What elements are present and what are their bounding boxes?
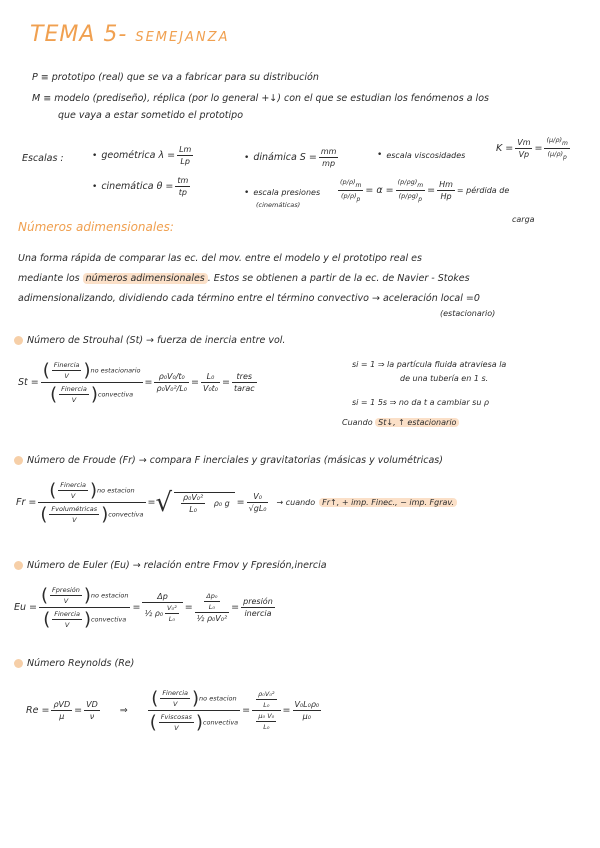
numeros-heading: Números adimensionales: (18, 220, 174, 234)
viscosidades-fraction (515, 138, 532, 159)
perdida-label: = pérdida de (456, 186, 510, 195)
bullet-icon (14, 336, 23, 345)
escala-geometrica: • geométrica λ = $\frac{Lm}{Lp}$ (92, 145, 192, 166)
v-label: V (172, 700, 178, 708)
fraction-den: Lp (180, 157, 190, 166)
l0: L₀ (208, 603, 216, 611)
v-label: V (64, 372, 69, 380)
intro-line3: adimensionalizando, dividiendo cada término entre el término convectivo → aceleración local =0 (18, 293, 480, 304)
escala-geometrica-name: geométrica (101, 150, 156, 161)
escala-viscosidades-formula: K = $\frac{Vm}{Vp}$ = $\frac{(\mu/\rho)m}{(\mu/\rho)p}$ (496, 136, 568, 161)
nu: ν (89, 712, 95, 721)
tres: tres (236, 372, 253, 381)
sqrt-gl0: √gL₀ (248, 504, 267, 513)
f-inercia: Finercia (60, 481, 86, 489)
v-label: V (70, 492, 76, 500)
mu0-v0: μ₀ V₀ (258, 712, 275, 720)
euler-heading (14, 560, 327, 571)
fr-v0-fraction (247, 492, 269, 513)
convectiva: convectiva (97, 390, 134, 399)
v0: V₀ (253, 492, 262, 501)
escala-dinamica-symbol: S = (299, 152, 317, 163)
bullet-icon (14, 659, 23, 668)
st-main-fraction: ( $\frac{\text{Finercia}}{V}$ )no estacionario ( $\frac{\text{Finercia}}{V}$ )convectiva (42, 360, 141, 405)
intro-line2 (18, 273, 470, 284)
dp: Δp (157, 592, 168, 601)
escala-geometrica-fraction (177, 145, 193, 166)
f-viscosas: Fviscosas (160, 713, 192, 721)
st-l0-fraction (201, 372, 220, 393)
eu-main-fraction: ( $\frac{\text{Fpresión}}{V}$ )no estacion ( $\frac{\text{Finercia}}{V}$ )convectiva (41, 585, 129, 630)
fraction-den: mp (322, 159, 336, 168)
fr-lhs: Fr = (16, 497, 37, 508)
convectiva: convectiva (90, 615, 127, 624)
viscosidades-symbol: K = (496, 143, 514, 154)
fraction-den: tp (178, 188, 187, 197)
title-sub: SEMEJANZA (135, 30, 230, 45)
inercia: inercia (244, 609, 272, 618)
reynolds-title: Número Reynolds (Re) (27, 658, 135, 669)
fr-main-fraction: ( $\frac{\text{Finercia}}{V}$ )no estacion ( $\frac{\text{Fvolumétricas}}{V}$ )convectiva (40, 480, 144, 525)
tarac: tarac (233, 384, 255, 393)
title-main: TEMA 5- (30, 22, 128, 47)
f-inercia: Finercia (162, 689, 189, 697)
convectiva: convectiva (202, 718, 239, 727)
bullet-icon (14, 456, 23, 465)
st-si1: si = 1 ⇒ la partícula fluida atraviesa la (352, 360, 507, 369)
intro-line4: (estacionario) (440, 309, 496, 318)
h-ratio (437, 180, 455, 201)
eu-lhs: Eu = (14, 602, 38, 613)
escalas-label: Escalas : (22, 153, 64, 164)
st-cuando (342, 418, 459, 427)
v-label: V (63, 597, 69, 605)
half-rho: ½ ρ₀ (144, 609, 164, 618)
v-label: V (174, 724, 179, 732)
v-label: V (64, 621, 70, 629)
st-highlight: St↓, ↑ estacionario (375, 418, 459, 427)
intro-line1: Una forma rápida de comparar las ec. del mov. entre el modelo y el prototipo real es (18, 253, 422, 264)
eu-result (241, 597, 275, 618)
re-lhs: Re = (26, 705, 50, 716)
escala-viscosidades-name: escala viscosidades (386, 150, 466, 160)
convectiva: convectiva (108, 510, 144, 519)
result-den: μ₀ (302, 712, 311, 721)
viscosidades-ratio: $\frac{(\mu/\rho)m}{(\mu/\rho)p}$ (546, 136, 568, 161)
fraction-num: Lm (179, 145, 192, 154)
l0: L₀ (263, 701, 270, 709)
escala-presiones-sub: (cinemáticas) (256, 201, 301, 209)
reynolds-formula: Re = $\frac{\text{ρVD}}{\mu}$ = $\frac{VD}{\nu}$ ⇒ ( $\frac{\text{Finercia}}{V}$ )no estacion ( $\frac{\text{Fviscosas}}{V}$ )convectiva = $\frac{\frac{\text{ρ₀V₀²}}{\text{L₀}}}{\frac{\text{μ₀ V₀}}{\text{L₀}}}$ = $\frac{\text{V₀L₀ρ₀}}{\text{μ₀}}$ (26, 688, 320, 733)
l0: L₀ (263, 723, 270, 731)
l0: L₀ (168, 615, 175, 623)
rho-v0sq: ρ₀V₀² (183, 492, 204, 502)
presiones-ratio: $\frac{(p/\rho)m}{(p/\rho)p}$ (340, 178, 362, 203)
re-result (293, 700, 322, 721)
rho-v0sq: ρ₀V₀² (258, 690, 275, 698)
escala-cinematica-symbol: θ = (156, 181, 174, 192)
re-rho-v0sq-fraction (252, 690, 280, 731)
intro-line2-c: . Estos se obtienen a partir de la ec. de Navier - Stokes (207, 273, 470, 284)
euler-formula: Eu = ( $\frac{\text{Fpresión}}{V}$ )no estacion ( $\frac{\text{Finercia}}{V}$ )convectiva = Δp ½ ρ₀ $\frac{\text{V₀²}}{\text{L₀}}$ = $\frac{\frac{\text{Δp₀}}{\text{L₀}}}{\text{½ ρ₀V₀²}}$ = $\frac{\text{presión}}{\text{inercia}}$ (14, 585, 273, 630)
fraction-num: tm (177, 176, 189, 185)
l0: L₀ (189, 504, 197, 514)
fr-sqrt-fraction (174, 492, 235, 514)
st-si1b: de una tubería en 1 s. (400, 374, 489, 383)
fr-highlight: Fr↑, + imp. Finec., − imp. Fgrav. (319, 498, 457, 507)
re-main-fraction: ( $\frac{\text{Finercia}}{V}$ )no estacion ( $\frac{\text{Fviscosas}}{V}$ )convectiva (149, 688, 239, 733)
escala-dinamica-fraction (319, 147, 339, 168)
hp-label: Hp (440, 192, 452, 201)
escala-cinematica-fraction (175, 176, 190, 197)
froude-formula: Fr = ( $\frac{\text{Finercia}}{V}$ )no estacion ( $\frac{\text{Fvolumétricas}}{V}$ )convectiva = √ $\frac{\text{ρ₀V₀²}}{\text{L₀}}$ ρ₀ g = $\frac{\text{V₀}}{\text{√gL₀}}$ → cuando Fr↑, + imp. Finec., − imp. Fgrav. (16, 480, 457, 525)
half-rho: ½ ρ₀ (196, 614, 216, 623)
strouhal-title: Número de Strouhal (St) → fuerza de inercia entre vol. (27, 335, 286, 346)
escala-dinamica-name: dinámica (253, 152, 297, 163)
v-label: V (72, 516, 77, 524)
model-definition-line2: que vaya a estar sometido el prototipo (58, 110, 244, 121)
presiones-ratio-g: $\frac{(p/\rho g)m}{(p/\rho g)p}$ (397, 178, 424, 203)
st-si15: si = 1 5s ⇒ no da t a cambiar su ρ (352, 398, 490, 407)
fraction-den: Vp (518, 150, 530, 159)
st-t-fraction (232, 372, 257, 393)
st-lhs: St = (18, 377, 39, 388)
no-est: no estacion (97, 486, 135, 495)
v0-t0: V₀t₀ (202, 384, 219, 393)
vd: VD (86, 700, 98, 709)
escala-cinematica-name: cinemática (101, 181, 154, 192)
model-definition-line1: M ≡ modelo (prediseño), réplica (por lo general +↓) con el que se estudian los fenómenos a los (32, 93, 489, 104)
f-inercia: Finercia (54, 610, 80, 618)
v-label: V (71, 396, 77, 404)
result-num: V₀L₀ρ₀ (294, 700, 320, 709)
f-volumetricas: Fvolumétricas (51, 505, 98, 513)
bullet-icon (14, 561, 23, 570)
intro-highlight: números adimensionales (83, 273, 208, 284)
mu: μ (59, 712, 65, 721)
carga-label: carga (512, 215, 535, 224)
intro-line2-a: mediante los (18, 273, 80, 284)
froude-heading (14, 455, 443, 466)
eu-dp-fraction (142, 592, 182, 623)
escala-presiones: • escala presiones (244, 188, 321, 198)
re-rho-fraction (51, 700, 72, 721)
escala-viscosidades: • escala viscosidades (377, 150, 466, 160)
no-est: no estacion (90, 591, 129, 600)
no-est: no estacionario (90, 366, 141, 375)
hm-label: Hm (439, 180, 453, 189)
strouhal-formula: St = ( $\frac{\text{Finercia}}{V}$ )no estacionario ( $\frac{\text{Finercia}}{V}$ )convectiva = $\frac{\text{ρ₀V₀/t₀}}{\text{ρ₀V₀²/L₀}}$ = $\frac{\text{L₀}}{\text{V₀t₀}}$ = $\frac{\text{tres}}{\text{tarac}}$ (18, 360, 255, 405)
escala-dinamica: • dinámica S = $\frac{mm}{mp}$ (244, 147, 337, 168)
eu-dp0-fraction (195, 592, 229, 623)
escala-presiones-formula: $\frac{(p/\rho)m}{(p/\rho)p}$ = α = $\frac{(p/\rho g)m}{(p/\rho g)p}$ = $\frac{Hm}{Hp}$ = pérdida de (340, 178, 510, 203)
no-est: no estacion (199, 694, 237, 703)
v0sq: V₀² (215, 614, 228, 623)
froude-title: Número de Froude (Fr) → compara F inerciales y gravitatorias (másicas y volumétricas) (27, 455, 443, 466)
f-inercia: Finercia (61, 385, 87, 393)
l0: L₀ (206, 372, 215, 381)
dp0: Δp₀ (206, 592, 218, 600)
escala-geometrica-symbol: λ = (158, 150, 176, 161)
fr-cuando: → cuando (276, 498, 316, 507)
reynolds-heading (14, 658, 134, 669)
rho-v0-t0: ρ₀V₀/t₀ (158, 372, 185, 381)
prototype-definition: P ≡ prototipo (real) que se va a fabricar para su distribución (32, 72, 319, 83)
re-vd-fraction (84, 700, 100, 721)
strouhal-heading (14, 335, 285, 346)
rho-vd: ρVD (53, 700, 71, 709)
rho-g: ρ₀ g (213, 498, 230, 508)
euler-title: Número de Euler (Eu) → relación entre Fmov y Fpresión,inercia (27, 560, 327, 571)
escala-cinematica: • cinemática θ = $\frac{tm}{tp}$ (92, 176, 189, 197)
escala-presiones-name: escala presiones (253, 188, 321, 197)
fraction-num: mm (320, 147, 337, 156)
presion: presión (243, 597, 273, 606)
alpha-symbol: = α = (365, 185, 394, 196)
st-rho-fraction (154, 372, 189, 393)
page-title (30, 22, 229, 47)
f-presion: Fpresión (52, 586, 80, 594)
rho-v0sq-l0: ρ₀V₀²/L₀ (156, 384, 188, 393)
f-inercia: Finercia (53, 361, 80, 369)
v0sq: V₀² (167, 604, 177, 612)
implies-arrow: ⇒ (119, 705, 128, 716)
cuando-label: Cuando (342, 418, 373, 427)
fraction-num: Vm (517, 138, 531, 147)
